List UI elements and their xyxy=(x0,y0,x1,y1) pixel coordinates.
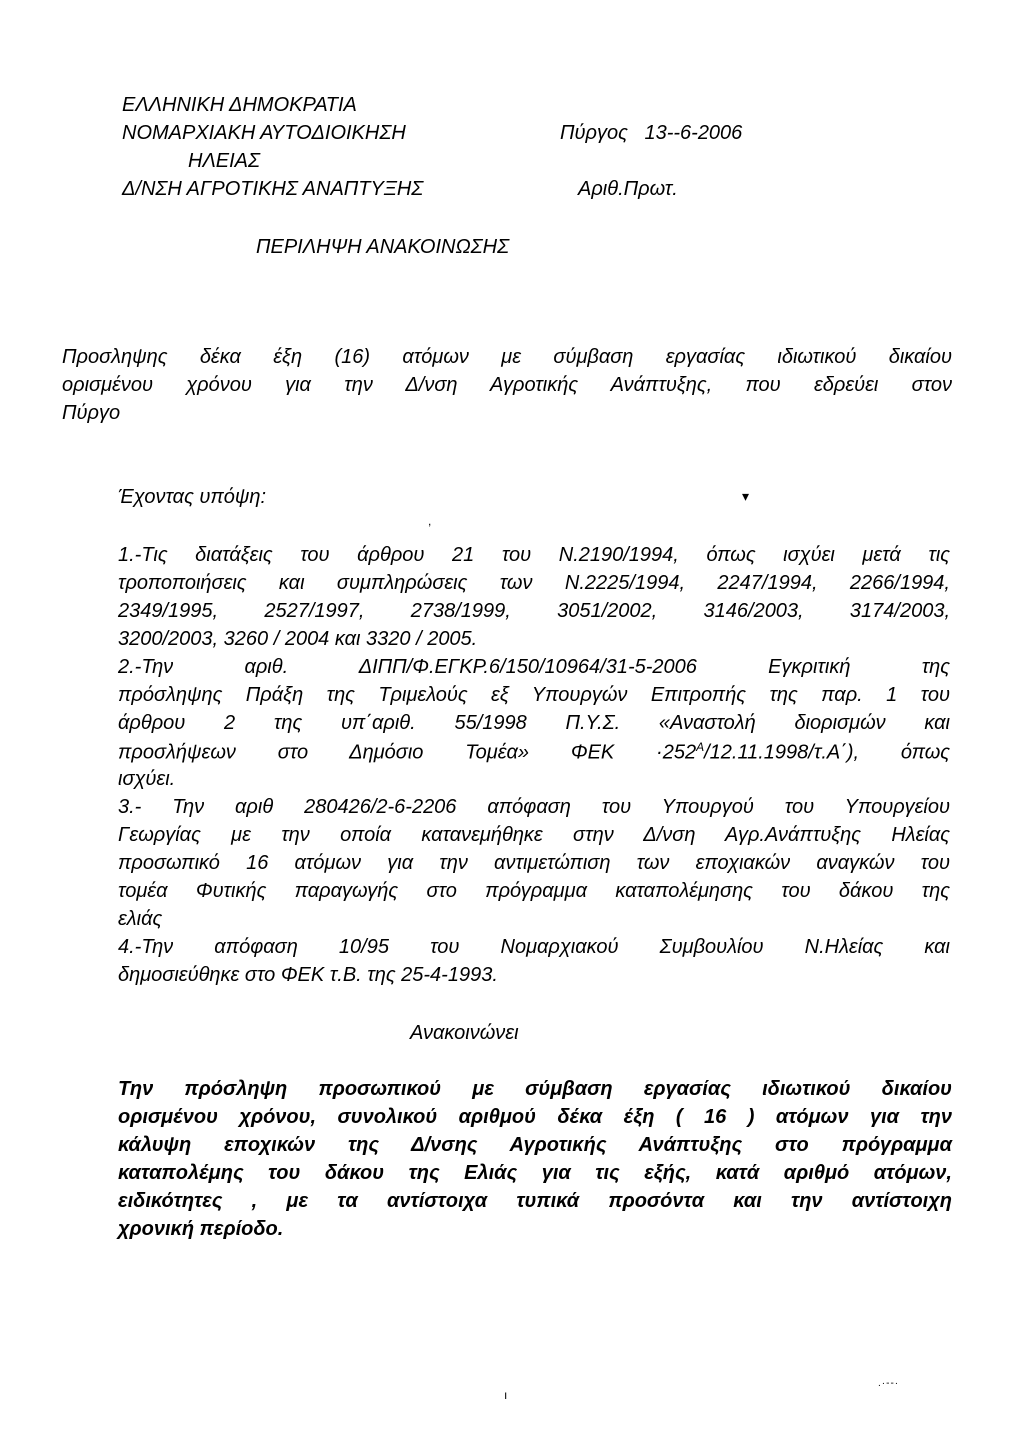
scan-speck: ı xyxy=(504,1388,508,1402)
scan-speck: ▾ xyxy=(742,488,750,504)
point-4-line-2: δημοσιεύθηκε στο ΦΕΚ τ.Β. της 25-4-1993. xyxy=(118,964,498,986)
announcement-line-4: καταπολέμης του δάκου της Ελιάς για τις εξής, κατά αριθμό ατόμων, xyxy=(118,1162,952,1184)
point-2-line-4-a: προσλήψεων στο Δημόσιο Τομέα» ΦΕΚ ·252 xyxy=(118,741,697,764)
point-2-line-4 xyxy=(118,740,950,765)
announcement-line-3: κάλυψη εποχικών της Δ/νσης Αγροτικής Ανάπτυξης στο πρόγραμμα xyxy=(118,1134,952,1156)
subject-line-3: Πύργο xyxy=(62,402,121,424)
summary-title: ΠΕΡΙΛΗΨΗ ΑΝΑΚΟΙΝΩΣΗΣ xyxy=(256,236,510,258)
point-2-line-5: ισχύει. xyxy=(118,768,176,790)
announcement-line-2: ορισμένου χρόνου, συνολικού αριθμού δέκα έξη ( 16 ) ατόμων για την xyxy=(118,1106,952,1128)
announcement-line-6: χρονική περίοδο. xyxy=(118,1218,284,1240)
point-2-line-2: πρόσληψης Πράξη της Τριμελούς εξ Υπουργών Επιτροπής της παρ. 1 του xyxy=(118,684,950,706)
header-prefecture: ΝΟΜΑΡΧΙΑΚΗ ΑΥΤΟΔΙΟΙΚΗΣΗ xyxy=(122,122,406,144)
point-1-line-4: 3200/2003, 3260 / 2004 και 3320 / 2005. xyxy=(118,628,478,650)
point-2-line-1: 2.-Την αριθ. ΔΙΠΠ/Φ.ΕΓΚΡ.6/150/10964/31-5-2006 Εγκριτική της xyxy=(118,656,950,678)
point-1-line-2: τροποποιήσεις και συμπληρώσεις των Ν.2225/1994, 2247/1994, 2266/1994, xyxy=(118,572,950,594)
point-3-line-4: τομέα Φυτικής παραγωγής στο πρόγραμμα καταπολέμησης του δάκου της xyxy=(118,880,950,902)
scan-speck: , xyxy=(428,514,432,528)
protocol-number: Αριθ.Πρωτ. xyxy=(578,178,678,200)
announcement-line-1: Την πρόσληψη προσωπικού με σύμβαση εργασίας ιδιωτικού δικαίου xyxy=(118,1078,952,1100)
scan-speck: .·--· xyxy=(878,1378,900,1389)
point-4-line-1: 4.-Την απόφαση 10/95 του Νομαρχιακού Συμβουλίου Ν.Ηλείας και xyxy=(118,936,950,958)
point-3-line-1: 3.- Την αριθ 280426/2-6-2206 απόφαση του Υπουργού του Υπουργείου xyxy=(118,796,950,818)
point-3-line-5: ελιάς xyxy=(118,908,163,930)
point-3-line-2: Γεωργίας με την οποία κατανεμήθηκε στην Δ/νση Αγρ.Ανάπτυξης Ηλείας xyxy=(118,824,950,846)
superscript: Α xyxy=(696,740,705,754)
point-1-line-3: 2349/1995, 2527/1997, 2738/1999, 3051/2002, 3146/2003, 3174/2003, xyxy=(118,600,950,622)
subject-line-2: ορισμένου χρόνου για την Δ/νση Αγροτικής Ανάπτυξης, που εδρεύει στον xyxy=(62,374,952,396)
considering-label: Έχοντας υπόψη: xyxy=(118,486,267,508)
place-date: Πύργος 13--6-2006 xyxy=(560,122,743,144)
announcement-line-5: ειδικότητες , με τα αντίστοιχα τυπικά προσόντα και την αντίστοιχη xyxy=(118,1190,952,1212)
point-2-line-4-b: /12.11.1998/τ.Α΄), όπως xyxy=(704,741,951,764)
header-directorate: Δ/ΝΣΗ ΑΓΡΟΤΙΚΗΣ ΑΝΑΠΤΥΞΗΣ xyxy=(122,178,424,200)
point-2-line-3: άρθρου 2 της υπ΄αριθ. 55/1998 Π.Υ.Σ. «Αναστολή διορισμών και xyxy=(118,712,950,734)
point-1-line-1: 1.-Τις διατάξεις του άρθρου 21 του Ν.2190/1994, όπως ισχύει μετά τις xyxy=(118,544,950,566)
point-3-line-3: προσωπικό 16 ατόμων για την αντιμετώπιση των εποχιακών αναγκών του xyxy=(118,852,950,874)
subject-line-1: Προσληψης δέκα έξη (16) ατόμων με σύμβαση εργασίας ιδιωτικού δικαίου xyxy=(62,346,952,368)
header-region: ΗΛΕΙΑΣ xyxy=(188,150,261,172)
announces-title: Ανακοινώνει xyxy=(410,1022,519,1044)
header-country: ΕΛΛΗΝΙΚΗ ΔΗΜΟΚΡΑΤΙΑ xyxy=(122,94,357,116)
